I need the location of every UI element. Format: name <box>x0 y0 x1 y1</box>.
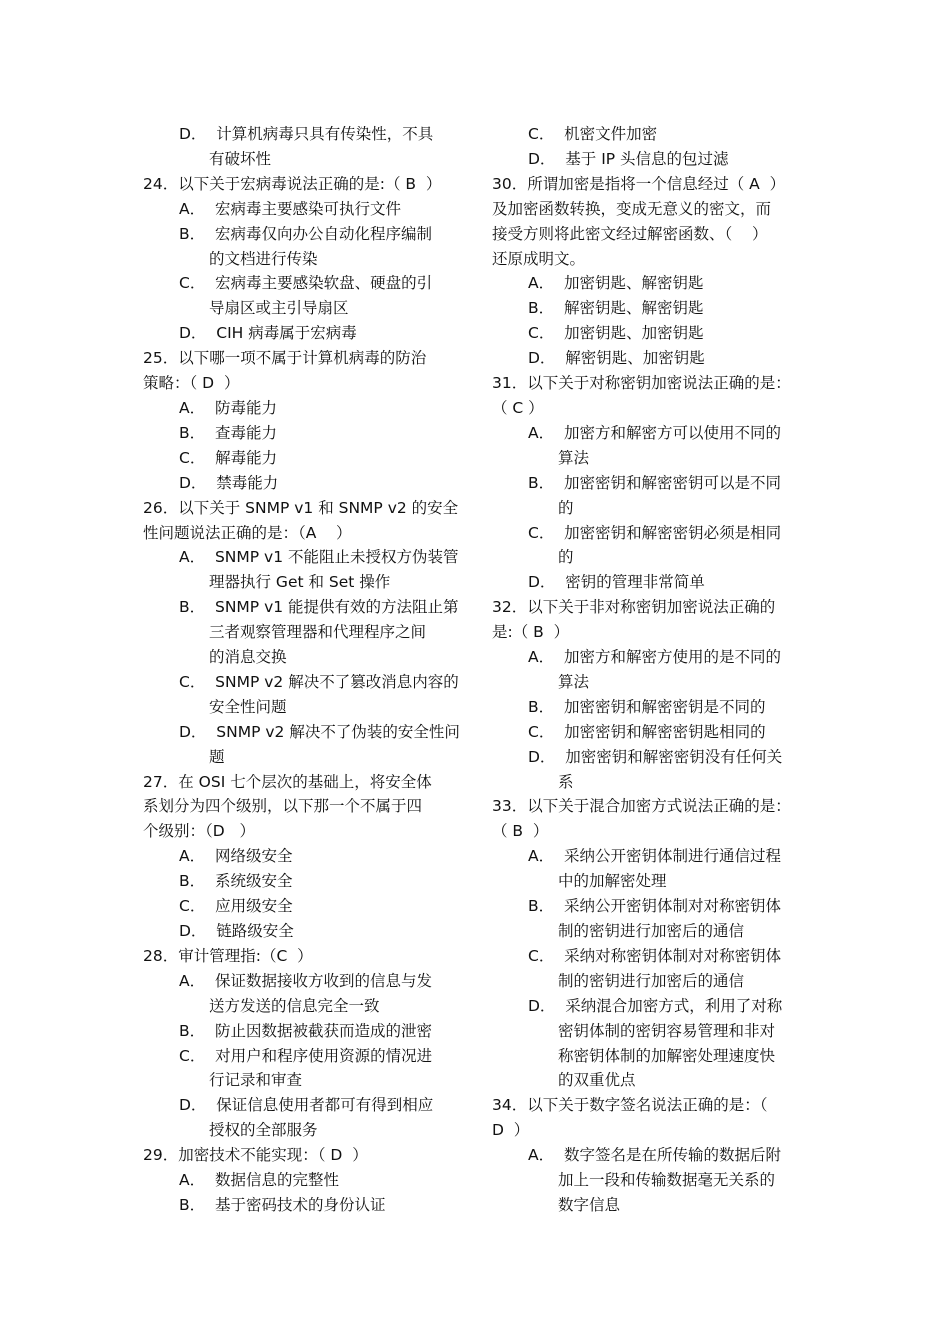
option-continuation: 制的密钥进行加密后的通信 <box>558 922 745 940</box>
option-line: C． 加密钥匙、加密钥匙 <box>528 324 704 343</box>
option-continuation: 系 <box>558 772 574 791</box>
question-line: 33．以下关于混合加密方式说法正确的是： <box>492 797 791 816</box>
left-column <box>143 122 465 1218</box>
option-continuation: 授权的全部服务 <box>209 1121 318 1140</box>
option-continuation: 中的加解密处理 <box>558 872 667 891</box>
option-line: D． 链路级安全 <box>179 922 294 940</box>
question-line: 策略：（ D ） <box>143 374 240 393</box>
option-line: D． SNMP v2 解决不了伪装的安全性问 <box>179 722 460 741</box>
right-column <box>492 122 814 1218</box>
question-line: 31．以下关于对称密钥加密说法正确的是： <box>492 374 791 393</box>
question-line: （ B ） <box>492 822 549 841</box>
option-line: C． 解毒能力 <box>179 448 278 467</box>
option-line: C． 机密文件加密 <box>528 125 658 143</box>
option-line: A． 宏病毒主要感染可执行文件 <box>179 199 401 218</box>
question-line: 34．以下关于数字签名说法正确的是：（ <box>492 1096 768 1115</box>
question-line: 27．在 OSI 七个层次的基础上，将安全体 <box>143 772 432 791</box>
option-line: C． 采纳对称密钥体制对对称密钥体 <box>528 946 782 965</box>
option-line: B． 系统级安全 <box>179 872 293 891</box>
option-line: B． 查毒能力 <box>179 423 277 442</box>
option-line: C． 加密密钥和解密密钥匙相同的 <box>528 722 766 741</box>
option-continuation: 有破坏性 <box>209 149 272 168</box>
option-line: B． 基于密码技术的身份认证 <box>179 1195 386 1214</box>
option-line: D． CIH 病毒属于宏病毒 <box>179 324 357 343</box>
option-line: D． 加密密钥和解密密钥没有任何关 <box>528 747 783 766</box>
option-line: A． 加密钥匙、解密钥匙 <box>528 274 704 293</box>
option-line: A． 采纳公开密钥体制进行通信过程 <box>528 847 781 866</box>
question-line: 24．以下关于宏病毒说法正确的是:（ B ） <box>143 174 442 193</box>
option-line: B． 加密密钥和解密密钥可以是不同 <box>528 473 781 492</box>
option-line: D． 计算机病毒只具有传染性，不具 <box>179 125 434 143</box>
question-line: 28．审计管理指:（C ） <box>143 946 313 965</box>
question-line: 30．所谓加密是指将一个信息经过（ A ） <box>492 174 786 193</box>
question-line: 系划分为四个级别，以下那一个不属于四 <box>143 797 423 816</box>
option-continuation: 称密钥体制的加解密处理速度快 <box>558 1046 776 1065</box>
option-line: B． 加密密钥和解密密钥是不同的 <box>528 697 766 716</box>
question-line: 29．加密技术不能实现：（ D ） <box>143 1146 368 1165</box>
option-continuation: 的 <box>558 548 574 567</box>
question-line: 个级别：（D ） <box>143 822 255 841</box>
option-line: D． 解密钥匙、加密钥匙 <box>528 349 705 368</box>
option-line: B． 宏病毒仅向办公自动化程序编制 <box>179 224 432 243</box>
option-line: D． 密钥的管理非常简单 <box>528 573 705 592</box>
option-continuation: 加上一段和传输数据毫无关系的 <box>558 1171 776 1190</box>
option-continuation: 的 <box>558 498 574 517</box>
question-line: 及加密函数转换，变成无意义的密文，而 <box>492 199 772 218</box>
option-line: D． 保证信息使用者都可有得到相应 <box>179 1096 434 1115</box>
option-line: A． 加密方和解密方使用的是不同的 <box>528 648 781 667</box>
question-line: 26．以下关于 SNMP v1 和 SNMP v2 的安全 <box>143 498 459 517</box>
option-continuation: 算法 <box>558 448 590 467</box>
option-line: A． 数字签名是在所传输的数据后附 <box>528 1146 781 1165</box>
question-line: 25．以下哪一项不属于计算机病毒的防治 <box>143 349 427 368</box>
option-continuation: 算法 <box>558 672 590 691</box>
option-continuation: 行记录和审查 <box>209 1071 303 1090</box>
option-line: C． 宏病毒主要感染软盘、硬盘的引 <box>179 274 433 293</box>
option-continuation: 的双重优点 <box>558 1071 636 1090</box>
option-line: C． 加密密钥和解密密钥必须是相同 <box>528 523 782 542</box>
question-line: 是:（ B ） <box>492 623 570 642</box>
option-continuation: 导扇区或主引导扇区 <box>209 299 349 318</box>
option-line: A． 防毒能力 <box>179 398 277 417</box>
option-line: D． 禁毒能力 <box>179 473 279 492</box>
option-line: B． SNMP v1 能提供有效的方法阻止第 <box>179 598 459 617</box>
option-line: A． 保证数据接收方收到的信息与发 <box>179 971 432 990</box>
option-continuation: 的消息交换 <box>209 648 287 667</box>
question-line: 接受方则将此密文经过解密函数、（ ） <box>492 224 768 243</box>
option-continuation: 理器执行 Get 和 Set 操作 <box>209 573 391 592</box>
option-continuation: 安全性问题 <box>209 697 287 716</box>
option-continuation: 数字信息 <box>558 1195 621 1214</box>
option-line: A． 加密方和解密方可以使用不同的 <box>528 423 781 442</box>
option-line: D． 基于 IP 头信息的包过滤 <box>528 149 729 168</box>
option-continuation: 三者观察管理器和代理程序之间 <box>209 623 427 642</box>
option-line: B． 采纳公开密钥体制对对称密钥体 <box>528 897 781 916</box>
option-line: A． 数据信息的完整性 <box>179 1171 339 1190</box>
question-line: （ C ） <box>492 398 544 417</box>
option-continuation: 送方发送的信息完全一致 <box>209 996 380 1015</box>
question-line: D ） <box>492 1121 530 1140</box>
option-line: B． 防止因数据被截获而造成的泄密 <box>179 1021 432 1040</box>
option-line: C． 应用级安全 <box>179 897 293 916</box>
option-continuation: 密钥体制的密钥容易管理和非对 <box>558 1021 776 1040</box>
option-line: C． 对用户和程序使用资源的情况进 <box>179 1046 433 1065</box>
question-line: 32．以下关于非对称密钥加密说法正确的 <box>492 598 776 617</box>
option-line: A． 网络级安全 <box>179 847 293 866</box>
option-line: A． SNMP v1 不能阻止未授权方伪装管 <box>179 548 459 567</box>
option-line: C． SNMP v2 解决不了篡改消息内容的 <box>179 672 459 691</box>
question-line: 性问题说法正确的是：（A ） <box>143 523 352 542</box>
question-line: 还原成明文。 <box>492 249 586 268</box>
option-continuation: 题 <box>209 747 225 766</box>
option-line: D． 采纳混合加密方式，利用了对称 <box>528 996 783 1015</box>
option-continuation: 的文档进行传染 <box>209 249 318 268</box>
option-line: B． 解密钥匙、解密钥匙 <box>528 299 704 318</box>
option-continuation: 制的密钥进行加密后的通信 <box>558 971 745 990</box>
